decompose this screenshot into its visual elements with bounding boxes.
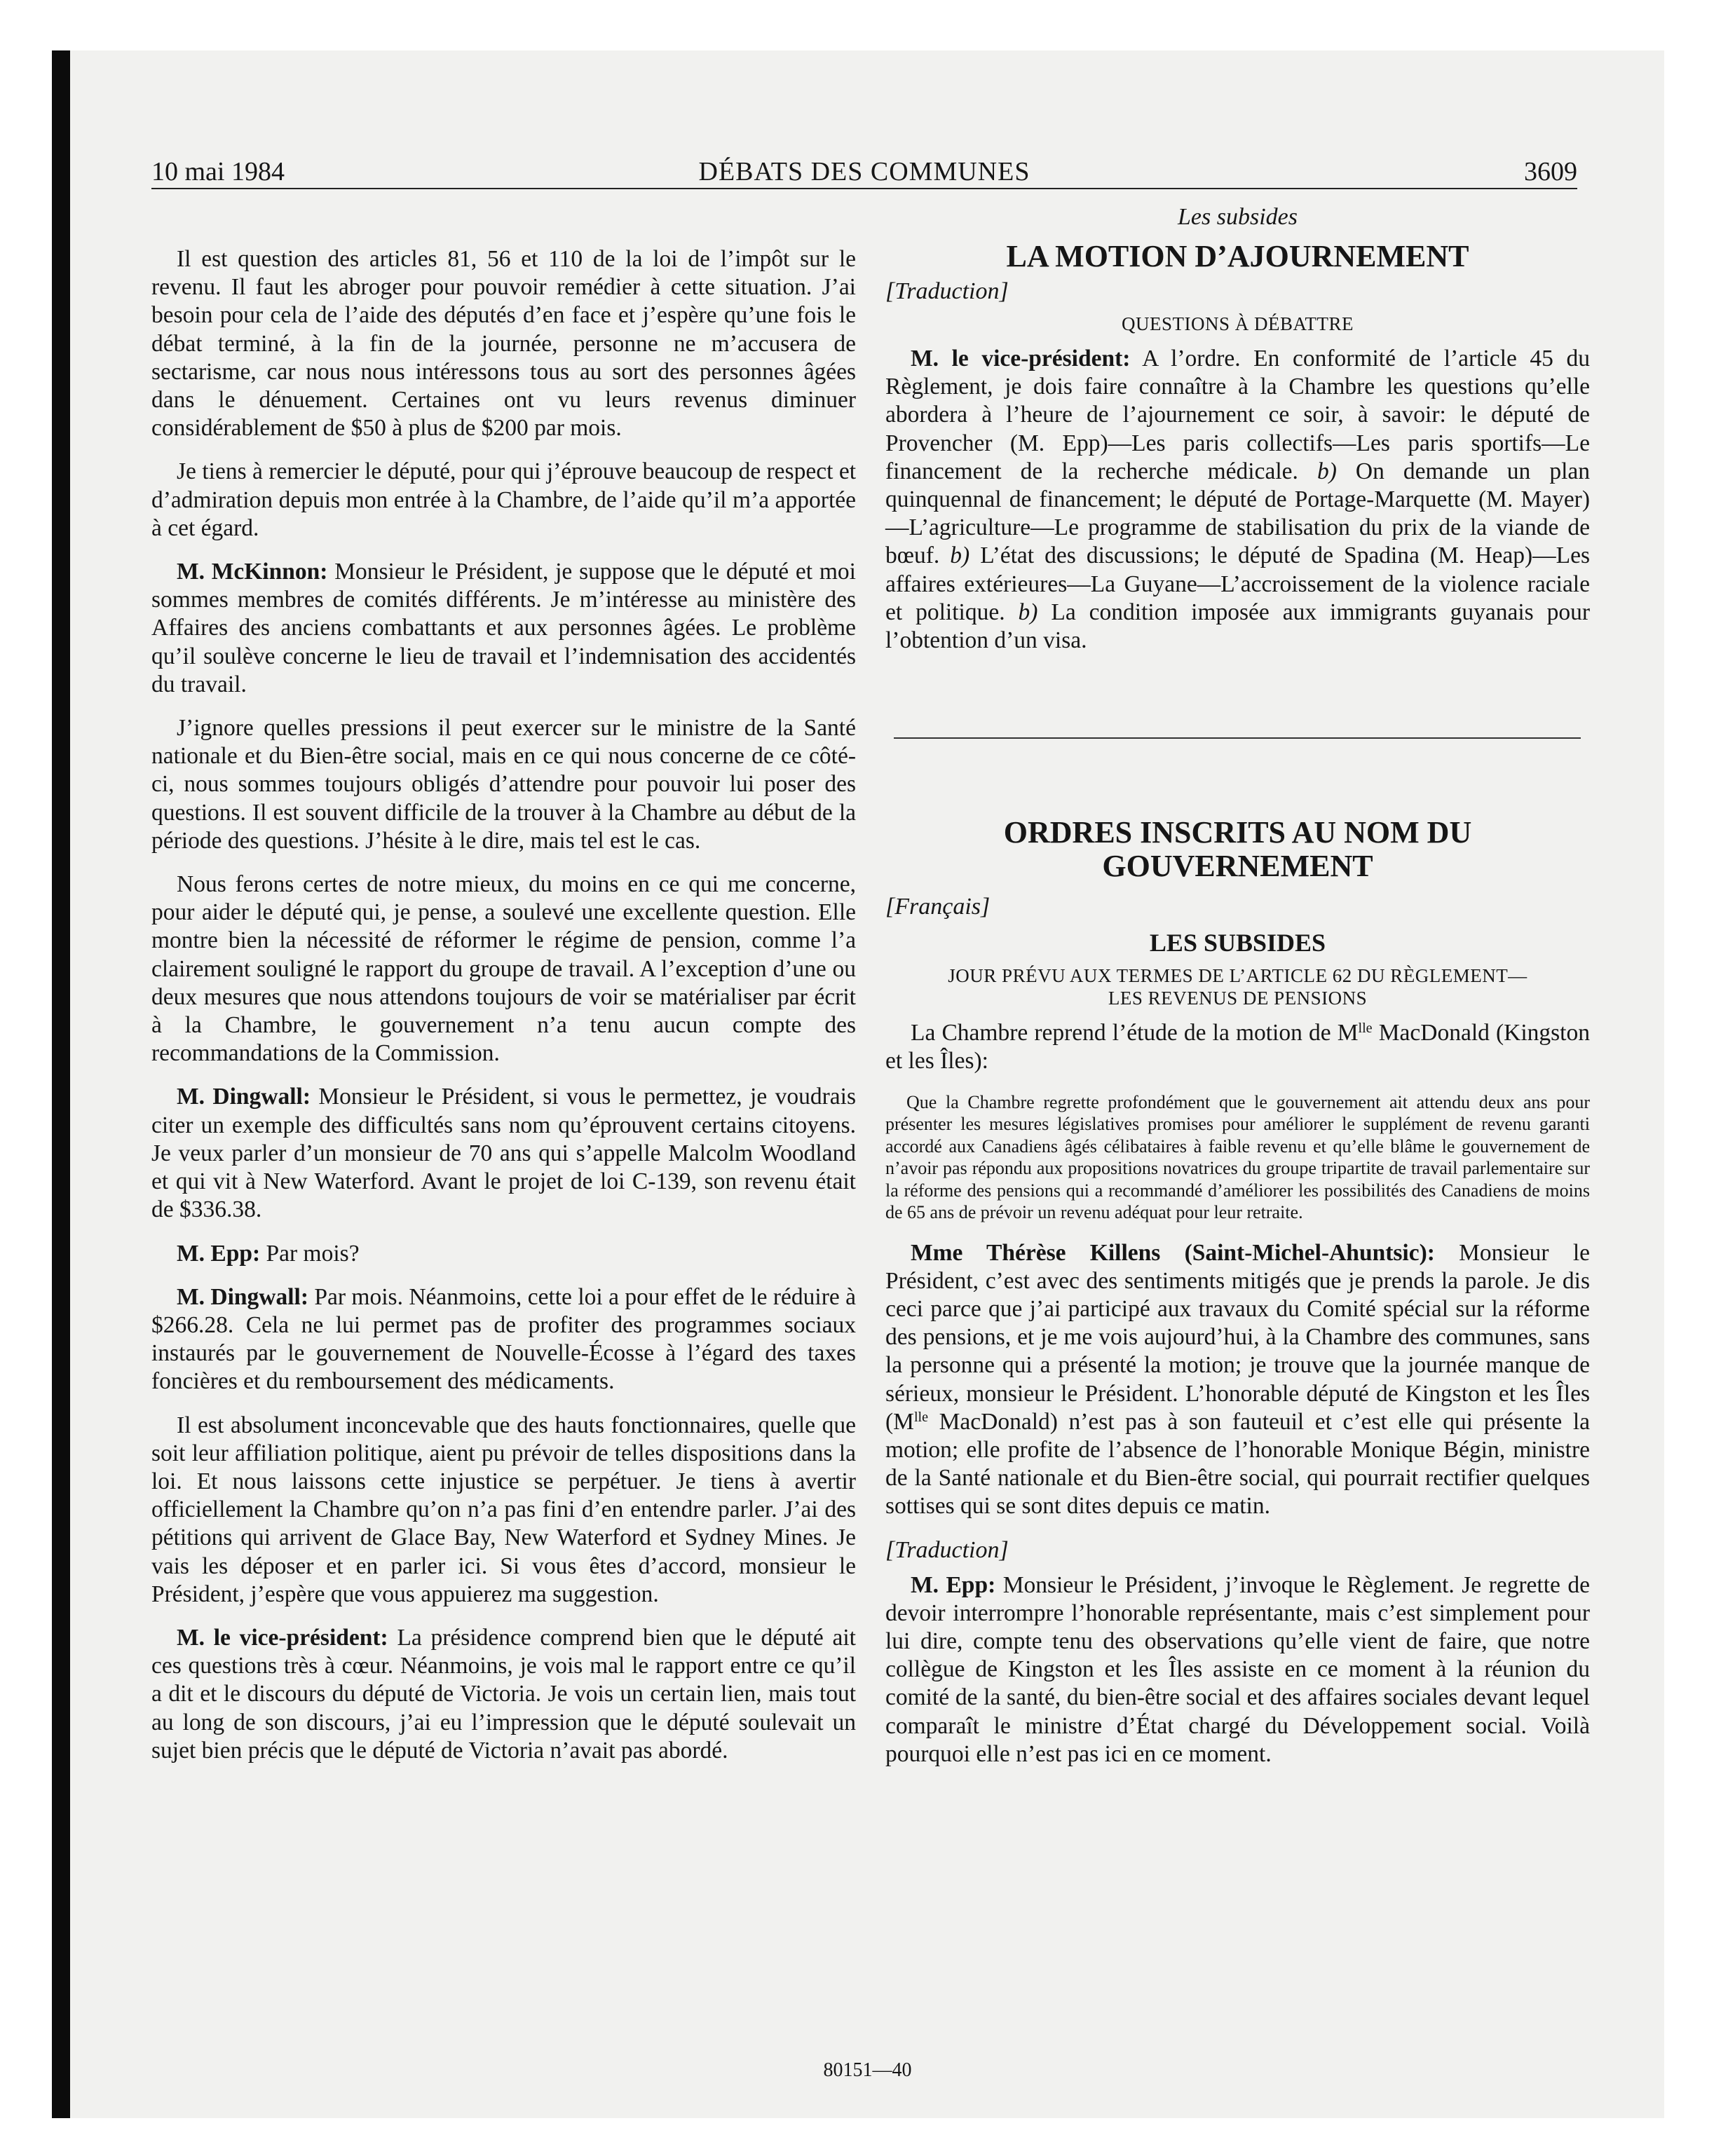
subheading-line: LES REVENUS DE PENSIONS: [1108, 988, 1368, 1009]
speaker-name: M. le vice-président:: [911, 346, 1131, 371]
page-header: [151, 156, 1577, 189]
speech-text: Monsieur le Président, j’invoque le Règlement. Je regrette de devoir interrompre l’honorable représentante, mais c’est simplement pour lui dire, compte tenu des observations qu’elle vient de faire, que notre collègue de Kingston et les Îles assiste en ce moment à la réunion du comité de la santé, du bien-être social et des affaires sociales devant lequel comparaît le ministre d’État chargé du Développement social. Voilà pourquoi elle n’est pas ici en ce moment.: [885, 1571, 1590, 1767]
text-run: La Chambre reprend l’étude de la motion de M: [911, 1020, 1359, 1046]
speech-paragraph: [885, 1571, 1590, 1768]
speaker-name: M. McKinnon:: [177, 559, 328, 585]
subheading-allotted-day: [885, 964, 1590, 1009]
header-date: 10 mai 1984: [151, 157, 285, 186]
title-line: ORDRES INSCRITS AU NOM DU: [1003, 815, 1472, 850]
left-column: [151, 245, 856, 1780]
speech-text: On demande un plan quinquennal de financement; le député de Portage-Marquette (M. Mayer)—L’agriculture—Le programme de stabilisation du prix de la viande de bœuf.: [885, 458, 1590, 569]
speech-paragraph: [151, 1624, 856, 1765]
subsection-title-supply: LES SUBSIDES: [1149, 929, 1326, 957]
paragraph: [885, 1019, 1590, 1075]
speech-paragraph: [151, 1083, 856, 1224]
speech-paragraph: [151, 558, 856, 699]
section-title-adjournment: LA MOTION D’AJOURNEMENT: [1006, 239, 1469, 273]
speech-text: MacDonald) n’est pas à son fauteuil et c’est elle qui présente la motion; elle profite de l’absence de l’honorable Monique Bégin, ministre de la Santé nationale et du Bien-être social, qui pourrait rectifier quelques sottises qui se sont dites depuis ce matin.: [885, 1408, 1590, 1520]
header-page-number: 3609: [1524, 157, 1577, 186]
subheading-line: JOUR PRÉVU AUX TERMES DE L’ARTICLE 62 DU RÈGLEMENT—: [948, 965, 1528, 987]
text-run: MacDonald (Kingston et les Îles):: [885, 1020, 1590, 1074]
speech-text: La condition imposée aux immigrants guyanais pour l’obtention d’un visa.: [885, 599, 1591, 654]
superscript: lle: [913, 1409, 929, 1425]
speech-paragraph: [885, 345, 1590, 655]
paragraph: Il est question des articles 81, 56 et 110 de la loi de l’impôt sur le revenu. Il faut les abroger pour pouvoir remédier à cette situation. J’ai besoin pour cela de l’aide des députés d’en face et j’espère qu’une fois le débat terminé, à la fin de la journée, personne ne m’accusera de sectarisme, car nous nous intéressons tous au sort des personnes âgées dans le dénuement. Certaines ont vu leurs revenus diminuer considérablement de $50 à plus de $200 par mois.: [151, 246, 856, 442]
paragraph: Je tiens à remercier le député, pour qui j’éprouve beaucoup de respect et d’admiration depuis mon entrée à la Chambre, de l’aide qu’il m’a apportée à cet égard.: [151, 458, 856, 541]
speech-text: Par mois. Néanmoins, cette loi a pour effet de le réduire à $266.28. Cela ne lui permet pas de profiter des programmes sociaux instaurés par le gouvernement de Nouvelle-Écosse à l’égard des taxes foncières et du remboursement des médicaments.: [151, 1283, 856, 1395]
speech-paragraph: [151, 1283, 856, 1396]
item-marker: b): [950, 543, 970, 569]
paragraph: Nous ferons certes de notre mieux, du moins en ce qui me concerne, pour aider le député qui, je pense, a soulevé une excellente question. Elle montre bien la nécessité de réformer le régime de pension, comme l’a clairement souligné le rapport du groupe de travail. A l’exception d’une ou deux mesures que nous attendons toujours de voir se matérialiser par écrit à la Chambre, le gouvernement n’a tenu aucun compte des recommandations de la Commission.: [151, 871, 856, 1067]
section-title-government-orders: [885, 816, 1590, 883]
speech-text: La présidence comprend bien que le député ait ces questions très à cœur. Néanmoins, je vois mal le rapport entre ce qu’il a dit et le discours du député de Victoria. Je vois un certain lien, mais tout au long de son discours, j’ai eu l’impression que le député soulevait un sujet bien précis que le député de Victoria n’avait pas abordé.: [151, 1624, 856, 1763]
speech-text: L’état des discussions; le député de Spadina (M. Heap)—Les affaires extérieures—La Guyane—L’accroissement de la violence raciale et politique.: [885, 543, 1590, 625]
speaker-name: M. Dingwall:: [177, 1084, 311, 1110]
header-journal-title: DÉBATS DES COMMUNES: [698, 157, 1030, 186]
speaker-name: M. le vice-président:: [177, 1624, 388, 1651]
speaker-name: M. Dingwall:: [177, 1283, 308, 1310]
running-head: Les subsides: [1178, 204, 1298, 230]
speech-text: Monsieur le Président, je suppose que le député et moi sommes membres de comités différents. Je m’intéresse au ministère des Affaires des anciens combattants et aux personnes âgées. Le problème qu’il soulève concerne le lieu de travail et l’indemnisation des accidentés du travail.: [151, 559, 856, 697]
speaker-name: Mme Thérèse Killens (Saint-Michel-Ahuntsic):: [911, 1239, 1435, 1266]
item-marker: b): [1316, 458, 1337, 484]
item-marker: b): [1018, 599, 1038, 625]
right-column: [885, 203, 1590, 1784]
language-tag: [Traduction]: [885, 278, 1009, 304]
speech-text: A l’ordre. En conformité de l’article 45 du Règlement, je dois faire connaître à la Chambre les questions qu’elle abordera à l’heure de l’ajournement ce soir, à savoir: le député de Provencher (M. Epp)—Les paris collectifs—Les paris sportifs—Le financement de la recherche médicale.: [885, 346, 1591, 484]
speech-paragraph: [151, 1240, 856, 1268]
subheading-questions: QUESTIONS À DÉBATTRE: [1122, 313, 1354, 334]
speech-text: Monsieur le Président, c’est avec des sentiments mitigés que je prends la parole. Je dis ceci parce que j’ai participé aux travaux du Comité spécial sur la réforme des pensions, et je me vois aujourd’hui, à la Chambre des communes, sans la personne qui a présenté la motion; je trouve que la journée manque de sérieux, monsieur le Président. L’honorable député de Kingston et les Îles (M: [885, 1239, 1590, 1435]
section-divider: [894, 737, 1581, 739]
language-tag: [Français]: [885, 894, 991, 920]
speech-paragraph: [885, 1239, 1590, 1521]
speech-text: Monsieur le Président, si vous le permettez, je voudrais citer un exemple des difficultés sans nom qu’éprouvent certains citoyens. Je veux parler d’un monsieur de 70 ans qui s’appelle Malcolm Woodland et qui vit à New Waterford. Avant le projet de loi C-139, son revenu était de $336.38.: [151, 1084, 857, 1223]
language-tag: [Traduction]: [885, 1536, 1009, 1563]
paragraph: Il est absolument inconcevable que des hauts fonctionnaires, quelle que soit leur affiliation politique, aient pu prévoir de telles dispositions dans la loi. Et nous laissons cette injustice se perpétuer. Je tiens à avertir officiellement la Chambre qu’on n’a pas fini d’en entendre parler. J’ai des pétitions qui arrivent de Glace Bay, New Waterford et Sydney Mines. Je vais les déposer et en parler ici. Si vous êtes d’accord, monsieur le Président, j’espère que vous appuierez ma suggestion.: [151, 1412, 856, 1607]
speech-text: Par mois?: [260, 1240, 360, 1267]
title-line: GOUVERNEMENT: [1102, 849, 1373, 884]
speaker-name: M. Epp:: [911, 1571, 996, 1598]
scan-binding-edge: [52, 50, 70, 2118]
footer-print-code: 80151—40: [823, 2059, 912, 2081]
paragraph: J’ignore quelles pressions il peut exercer sur le ministre de la Santé nationale et du Bien-être social, mais en ce qui nous concerne de ce côté-ci, nous sommes toujours obligés d’attendre pour pouvoir lui poser des questions. Il est souvent difficile de la trouver à la Chambre au début de la période des questions. J’hésite à le dire, mais tel est le cas.: [151, 715, 856, 854]
motion-text: Que la Chambre regrette profondément que le gouvernement ait attendu deux ans pour présenter les mesures législatives promises pour améliorer le supplément de revenu garanti accordé aux Canadiens âgés célibataires à faible revenu et qu’elle blâme le gouvernement de n’avoir pas répondu aux propositions novatrices du groupe tripartite de travail parlementaire sur la réforme des pensions qui a recommandé d’améliorer les possibilités des Canadiens de moins de 65 ans de prévoir un revenu adéquat pour leur retraite.: [885, 1091, 1590, 1223]
superscript: lle: [1358, 1021, 1373, 1037]
speaker-name: M. Epp:: [177, 1240, 261, 1267]
